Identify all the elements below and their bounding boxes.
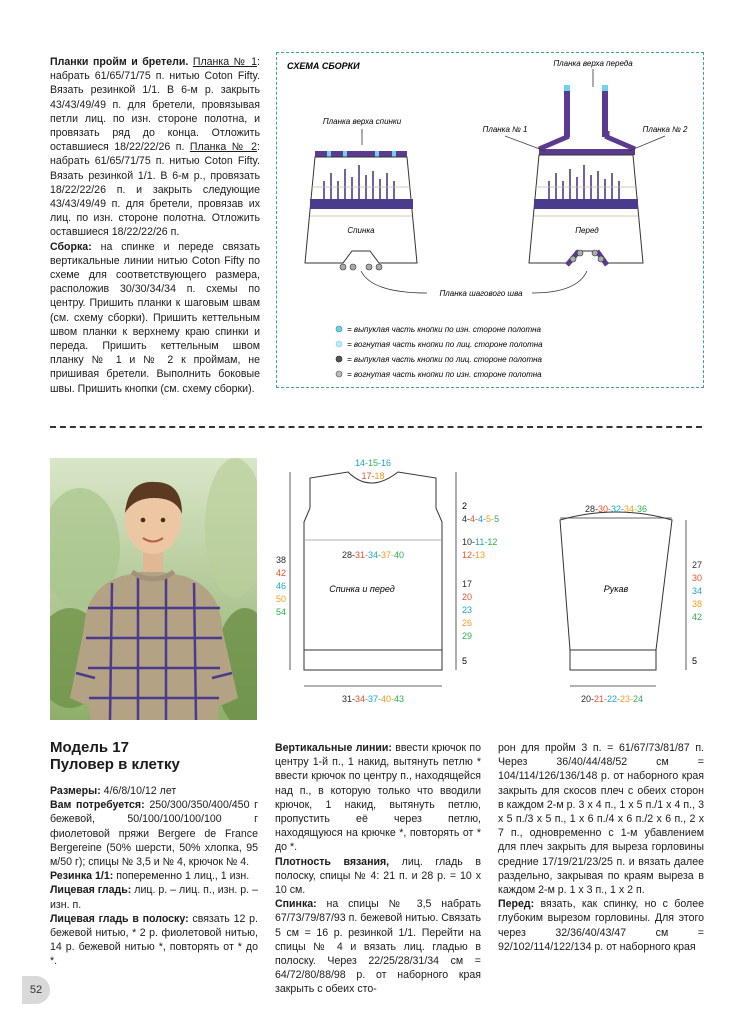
column-1 (50, 784, 258, 969)
rib-heading: Резинка 1/1: (50, 870, 114, 883)
legend-1: = выпуклая часть кнопки по изн. стороне полотна (347, 325, 541, 334)
materials-heading: Вам потребуется: (50, 799, 145, 812)
svg-text:20: 20 (462, 592, 473, 602)
svg-text:38: 38 (692, 599, 703, 609)
rib-right-label: 5 (462, 656, 468, 666)
back-garment (305, 151, 417, 270)
legend-icon-1 (336, 326, 342, 332)
label-crotch: Планка шагового шва (439, 289, 523, 298)
svg-text:42: 42 (276, 568, 287, 578)
legend-2: = вогнутая часть кнопки по лиц. стороне полотна (347, 340, 543, 349)
svg-text:26: 26 (462, 618, 473, 628)
label-back: Спинка (347, 226, 375, 235)
section-divider (50, 426, 702, 428)
armhole-label: 10-11-12 (462, 537, 498, 547)
svg-text:29: 29 (462, 631, 473, 641)
svg-text:50: 50 (276, 594, 287, 604)
assembly-schema (277, 53, 705, 389)
vertical-lines-text: ввести крючок по центру 1-й п., 1 накид, вытянуть петлю * ввести крючок по центру п., находящейся над п., в которую только что вводили крючок, 1 накид, вытянуть петлю, пропустить её через петлю, находящуюся на крючке *, повторять от * до *. (275, 742, 481, 854)
model-title (50, 739, 260, 773)
materials-text: 250/300/350/400/450 г бежевой, 50/100/100/100/100 г фиолетовой пряжи Bergere de France Bergereine (50% шерсти, 50% хлопка, 95 м/50 г); спицы № 3,5 и № 4, крючок № 4. (50, 799, 258, 869)
front-garment (529, 85, 643, 265)
svg-text:46: 46 (276, 581, 287, 591)
plank1-text: : набрать 61/65/71/75 п. нитью Coton Fifty. Вязать резинкой 1/1. В 6-м р. закрыть 43/43/49/49 п. для бретели, провязывая петли лиц. по изн. стороне полотна, и провязать ряд до конца. Отложить оставшиеся 18/22/22/26 п. (50, 56, 260, 154)
top-instructions (50, 55, 260, 396)
front-heading: Перед: (498, 898, 535, 911)
svg-text:30: 30 (692, 573, 703, 583)
chest-label: 28-31-34-37-40 (341, 550, 405, 560)
svg-text:54: 54 (276, 607, 287, 617)
page-number: 52 (22, 976, 50, 1004)
sleeve-pattern (560, 504, 702, 704)
rib-text: попеременно 1 лиц., 1 изн. (113, 870, 250, 883)
legend-icon-3 (336, 356, 342, 362)
body-pattern (276, 458, 499, 704)
side-right-labels (462, 579, 472, 641)
column-2 (275, 741, 481, 997)
stripe-text: связать 12 р. бежевой нитью, * 2 р. фиолетовой нитью, 14 р. бежевой нитью *, повторять от * до *. (50, 912, 258, 968)
column-3 (498, 741, 704, 954)
shoulder-text: рон для пройм 3 п. = 61/67/73/81/87 п. Через 36/40/44/48/52 см = 104/114/126/136/148 р. от наборного края закрыть для скосов плеч с обеих сторон в каждом 2-м р. 3 х 4 п., 1 х 5 п./1 х 4 п., 3 х 5 п./3 х 5 п., 1 х 6 п./4 х 6 п./2 х 6 п., 2 х 7 п., одновременно с 1-м убавлением для плеч закрыть для выреза горловины средние 17/19/21/23/25 п. и вязать далее раздельно, закрывая по краям выреза в каждом 2-м р. 1 х 3 п., 1 х 2 п. (498, 742, 704, 897)
svg-text:42: 42 (692, 612, 703, 622)
svg-text:23: 23 (462, 605, 473, 615)
sleeve-rib-label: 5 (692, 656, 698, 666)
length-left-labels (276, 555, 286, 617)
pattern-diagram (270, 450, 710, 712)
svg-text:27: 27 (692, 560, 703, 570)
model-name: Пуловер в клетку (50, 756, 180, 773)
stockinette-heading: Лицевая гладь: (50, 884, 132, 897)
front-text: вязать, как спинку, но с более глубоким вырезом горловины. Для этого через 32/36/40/43/47 см = 92/102/114/122/134 р. от наборного края (498, 898, 704, 953)
label-plank2: Планка № 2 (642, 125, 688, 134)
shoulder-drop-label: 4-4-4-5-5 (462, 514, 500, 524)
sleeve-right-labels (692, 560, 702, 622)
sizes-heading: Размеры: (50, 785, 101, 797)
body-bottom-label: 31-34-37-40-43 (341, 694, 405, 704)
legend-icon-2 (336, 341, 342, 347)
shoulder-right-label: 2 (462, 501, 468, 511)
svg-text:34: 34 (692, 586, 703, 596)
plank2-text: : набрать 61/65/71/75 п. нитью Coton Fifty. Вязать резинкой 1/1. В 6-м р., провязать 18/22/22/26 п. и закрыть следующие 43/43/49/49 п. для бретели, провязав их лиц. по изн. стороне полотна. Отложить оставшиеся 18/22/22/26 п. (50, 141, 260, 239)
legend-icon-4 (336, 371, 342, 377)
plank2-ref: Планка № 2 (189, 141, 258, 154)
label-back-top: Планка верха спинки (322, 117, 402, 126)
sleeve-label: Рукав (603, 584, 629, 594)
legend-4: = вогнутая часть кнопки по изн. стороне полотна (347, 370, 542, 379)
gauge-text: лиц. гладь в полоску, спицы № 4: 21 п. и 28 р. = 10 х 10 см. (275, 855, 481, 897)
body-label: Спинка и перед (329, 584, 395, 594)
vertical-lines-heading: Вертикальные линии: (275, 742, 392, 754)
sleeve-bottom-label: 20-21-22-23-24 (580, 694, 644, 704)
armhole2-label: 12-13 (462, 550, 486, 560)
legend-3: = выпуклая часть кнопки по лиц. стороне полотна (347, 355, 542, 364)
assembly-schema-box (276, 52, 704, 388)
label-plank1: Планка № 1 (482, 125, 528, 134)
assembly-text: на спинке и переде связать вертикальные линии нитью Coton Fifty по схеме для соответствующего размера, расположив 30/30/34/34 п. схемы по центру. Пришить планки к шаговым швам (см. схему сборки). Пришить кеттельным швом планки к верхнему краю спинки и переда. Пришить кеттельным швом планку № 1 и № 2 к проймам, не пришивая бретели. Выполнить боковые швы. Пришить кнопки (см. схему сборки). (50, 240, 260, 395)
assembly-heading: Сборка: (50, 240, 92, 253)
svg-text:38: 38 (276, 555, 287, 565)
boy-in-plaid-sweater-image (50, 458, 257, 720)
svg-text:17: 17 (462, 579, 473, 589)
model-number: Модель 17 (50, 739, 129, 756)
model-photo (50, 458, 257, 720)
stockinette-text: лиц. р. – лиц. п., изн. р. – изн. п. (50, 884, 258, 911)
back-text: на спицы № 3,5 набрать 67/73/79/87/93 п. бежевой нитью. Связать 5 см = 16 р. резинкой 1/1. Перейти на спицы № 4 и вязать лиц. гладью в полоску. Через 22/25/28/31/34 см = 64/72/80/88/98 р. от наборного края закрыть с обеих сто- (275, 898, 481, 996)
neck-top2-label: 17-18 (361, 471, 385, 481)
button-legend (336, 325, 543, 379)
label-front-top: Планка верха переда (553, 59, 633, 68)
label-front: Перед (575, 226, 599, 235)
sleeve-top-label: 28-30-32-34-36 (584, 504, 648, 514)
stripe-heading: Лицевая гладь в полоску: (50, 912, 189, 925)
schema-title: СХЕМА СБОРКИ (287, 61, 360, 71)
neck-top-label: 14-15-16 (354, 458, 392, 468)
sizes-text: 4/6/8/10/12 лет (100, 785, 177, 797)
gauge-heading: Плотность вязания, (275, 855, 390, 868)
armhole-heading: Планки пройм и бретели. (50, 56, 189, 68)
back-heading: Спинка: (275, 898, 317, 911)
plank1-ref: Планка № 1 (192, 56, 258, 68)
